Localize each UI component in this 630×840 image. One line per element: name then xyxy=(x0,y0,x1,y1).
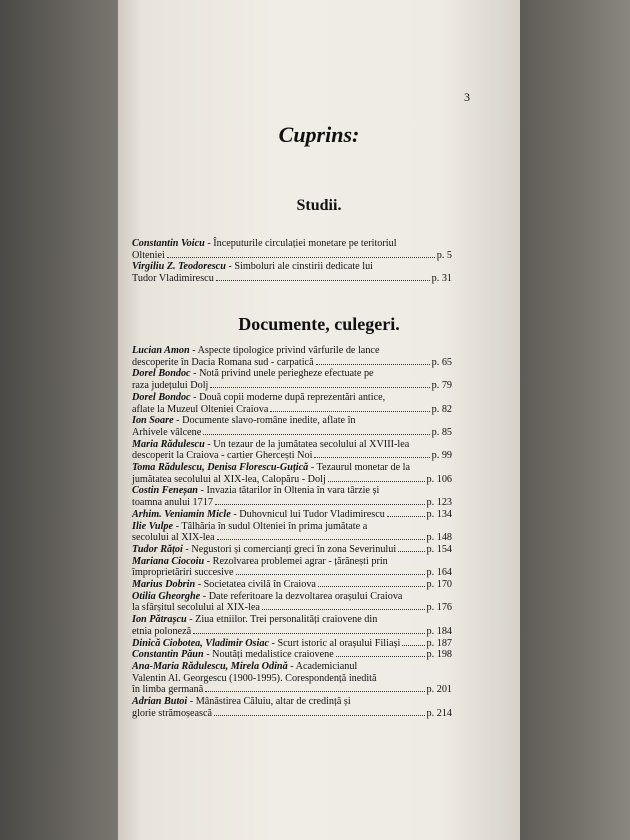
toc-entry-line xyxy=(132,556,452,568)
toc-entry xyxy=(132,345,452,368)
page-number: 3 xyxy=(464,90,470,104)
dot-leader xyxy=(262,609,425,610)
toc-entry-line xyxy=(132,649,452,661)
toc-page: p. 85 xyxy=(431,426,452,438)
toc-page: p. 134 xyxy=(426,508,452,520)
toc-entry-text xyxy=(132,261,373,272)
toc-title-text: - Invazia tătarilor în Oltenia în vara târzie și xyxy=(200,485,380,497)
toc-page: p. 170 xyxy=(426,579,452,591)
toc-entry xyxy=(132,509,452,521)
dot-leader xyxy=(214,715,424,716)
toc-entry-text xyxy=(132,521,367,532)
toc-author: Adrian Butoi xyxy=(132,696,188,708)
toc-title-text: - Duhovnicul lui Tudor Vladimirescu xyxy=(233,508,385,520)
toc-entry xyxy=(132,392,452,415)
toc-entry-line xyxy=(132,614,452,626)
toc-entry-line xyxy=(132,532,452,544)
dot-leader xyxy=(215,504,425,505)
dot-leader xyxy=(398,551,424,552)
toc-entry-line xyxy=(132,415,452,427)
toc-page: p. 201 xyxy=(426,684,452,696)
dot-leader xyxy=(318,586,425,587)
toc-entry-line xyxy=(132,638,452,650)
toc-title-text: - Un tezaur de la jumătatea secolului al XVIII-lea xyxy=(207,438,410,450)
toc-entry xyxy=(132,415,452,438)
toc-title-text: - Documente slavo-române inedite, aflate în xyxy=(176,415,356,427)
toc-entry-line xyxy=(132,368,452,380)
toc-entry-text xyxy=(132,684,203,696)
toc-entry-line xyxy=(132,357,452,369)
toc-entry-text xyxy=(132,556,388,567)
toc-entry-line xyxy=(132,602,452,614)
toc-author: Tudor Rățoi xyxy=(132,543,183,555)
toc-page: p. 31 xyxy=(431,273,452,285)
toc-author: Constantin Voicu xyxy=(132,238,205,249)
toc-entry-line xyxy=(132,579,452,591)
toc-entry-text xyxy=(132,544,396,556)
toc-title-text: - Academicianul xyxy=(290,660,358,672)
toc-entry-text xyxy=(132,532,215,544)
toc-entry xyxy=(132,638,452,650)
toc-author: Dorel Bondoc xyxy=(132,391,191,403)
toc-entry-line xyxy=(132,661,452,673)
toc-entry xyxy=(132,661,452,696)
toc-page: p. 65 xyxy=(431,356,452,368)
toc-title-text: - Aspecte tipologice privind vârfurile de lance xyxy=(192,345,380,356)
toc-title-text: - Notă privind unele periegheze efectuate pe xyxy=(193,368,374,380)
toc-page: p. 187 xyxy=(426,637,452,649)
toc-entry-line xyxy=(132,708,452,720)
toc-title-text: la sfârșitul secolului al XIX-lea xyxy=(132,602,260,614)
toc-entry xyxy=(132,521,452,544)
toc-title-text: descoperit la Craiova - cartier Ghercești Noi xyxy=(132,450,313,462)
toc-entry-line xyxy=(132,261,452,273)
background-left xyxy=(0,0,118,840)
toc-author: Dinică Ciobotea, Vladimir Osiac xyxy=(132,637,269,649)
toc-author: Lucian Amon xyxy=(132,345,190,356)
toc-entry-text xyxy=(132,708,212,720)
toc-entry-text xyxy=(132,509,385,521)
toc-author: Otilia Gheorghe xyxy=(132,590,201,602)
toc-entry-line xyxy=(132,567,452,579)
toc-entry xyxy=(132,485,452,508)
toc-entry-text xyxy=(132,673,377,684)
toc-title-text: - Două copii moderne după reprezentări antice, xyxy=(193,391,386,403)
toc-entry-text xyxy=(132,273,214,285)
section-heading-documente: Documente, culegeri. xyxy=(238,314,400,334)
dot-leader xyxy=(236,574,425,575)
toc-author: Dorel Bondoc xyxy=(132,368,191,380)
dot-leader xyxy=(316,364,430,365)
toc-title-text: glorie strămoșească xyxy=(132,707,213,719)
toc-entry xyxy=(132,591,452,614)
toc-entry-line xyxy=(132,250,452,262)
dot-leader xyxy=(216,280,430,281)
toc-entry xyxy=(132,368,452,391)
toc-page: p. 214 xyxy=(426,707,452,719)
toc-page: p. 79 xyxy=(431,380,452,392)
toc-entry-line xyxy=(132,544,452,556)
toc-entry-line xyxy=(132,497,452,509)
toc-entry xyxy=(132,439,452,462)
dot-leader xyxy=(328,481,425,482)
toc-entry-line xyxy=(132,450,452,462)
toc-entry-text xyxy=(132,661,357,672)
toc-page: p. 5 xyxy=(436,249,452,261)
toc-page: p. 184 xyxy=(426,625,452,637)
dot-leader xyxy=(210,387,429,388)
toc-entry xyxy=(132,261,452,284)
toc-entry-text xyxy=(132,404,268,416)
toc-entry-line xyxy=(132,273,452,285)
toc-page: p. 82 xyxy=(431,403,452,415)
dot-leader xyxy=(387,516,425,517)
background-right xyxy=(520,0,630,840)
toc-entry-text xyxy=(132,250,165,262)
dot-leader xyxy=(205,691,424,692)
toc-entry xyxy=(132,462,452,485)
toc-page: p. 99 xyxy=(431,450,452,462)
dot-leader xyxy=(314,457,429,458)
toc-entry xyxy=(132,238,452,261)
dot-leader xyxy=(217,539,425,540)
toc-title-text: - Negustori și comercianți greci în zona Severinului xyxy=(185,543,397,555)
toc-entry-text xyxy=(132,238,397,249)
toc-author: Ilie Vulpe xyxy=(132,520,174,532)
dot-leader xyxy=(270,411,429,412)
toc-entry-text xyxy=(132,485,379,496)
toc-title-text: Tudor Vladimirescu xyxy=(132,273,214,285)
toc-page: p. 198 xyxy=(426,649,452,661)
toc-page: p. 148 xyxy=(426,532,452,544)
toc-entry-text xyxy=(132,591,402,602)
toc-entry-text xyxy=(132,415,356,426)
toc-entry xyxy=(132,649,452,661)
toc-title-text: - Date referitoare la dezvoltarea orașului Craiova xyxy=(202,590,403,602)
toc-entry-line xyxy=(132,521,452,533)
toc-author: Costin Feneșan xyxy=(132,485,198,497)
toc-entry-text xyxy=(132,462,410,473)
toc-title-text: jumătatea secolului al XIX-lea, Calopăru - Dolj xyxy=(132,473,326,485)
toc-title-text: - Rezolvarea problemei agrar - țărănești prin xyxy=(206,555,388,567)
toc-entry-line xyxy=(132,509,452,521)
dot-leader xyxy=(203,434,429,435)
toc-author: Ion Soare xyxy=(132,415,174,427)
toc-entry-text xyxy=(132,368,374,379)
toc-entry xyxy=(132,614,452,637)
toc-entry-text xyxy=(132,602,260,614)
toc-title-text: - Ziua etniilor. Trei personalități craiovene din xyxy=(189,614,378,626)
toc-entry-line xyxy=(132,626,452,638)
toc-entry xyxy=(132,579,452,591)
section-heading-studii: Studii. xyxy=(296,197,342,214)
toc-entry xyxy=(132,556,452,579)
toc-entry-line xyxy=(132,684,452,696)
dot-leader xyxy=(193,633,424,634)
toc-title-text: - Noutăți medalistice craiovene xyxy=(206,649,334,661)
toc-entry-line xyxy=(132,462,452,474)
toc-entry-text xyxy=(132,392,385,403)
toc-page: p. 123 xyxy=(426,497,452,509)
toc-title-text: - Tezaurul monetar de la xyxy=(310,462,411,474)
toc-page: p. 176 xyxy=(426,602,452,614)
toc-title-text: - Societatea civilă în Craiova xyxy=(197,579,316,591)
book-page xyxy=(118,0,520,840)
toc-title-text: - Tâlhăria în sudul Olteniei în prima jumătate a xyxy=(175,520,368,532)
toc-title-text: Valentin Al. Georgescu (1900-1995). Corespondență inedită xyxy=(132,672,377,684)
toc-author: Toma Rădulescu, Denisa Florescu-Guțică xyxy=(132,462,309,474)
dot-leader xyxy=(167,257,435,258)
dot-leader xyxy=(336,656,425,657)
toc-entry-line xyxy=(132,474,452,486)
toc-author: Marius Dobrin xyxy=(132,579,196,591)
toc-entry-text xyxy=(132,579,316,591)
toc-entry-text xyxy=(132,427,201,439)
toc-entry-line xyxy=(132,404,452,416)
toc-entry-text xyxy=(132,649,334,661)
toc-author: Mariana Ciocoiu xyxy=(132,555,205,567)
toc-entry xyxy=(132,544,452,556)
toc-entry-line xyxy=(132,380,452,392)
toc-author: Ion Pătrașcu xyxy=(132,614,187,626)
toc-title-text: - Simboluri ale cinstirii dedicate lui xyxy=(228,261,373,273)
toc-title-text: secolului al XIX-lea xyxy=(132,532,215,544)
toc-entry-text xyxy=(132,380,208,392)
toc-author: Arhim. Veniamin Micle xyxy=(132,508,231,520)
toc-title-text: - Mânăstirea Căluiu, altar de credință și xyxy=(189,696,351,708)
toc-author: Maria Rădulescu xyxy=(132,438,205,450)
toc-author: Constantin Păun xyxy=(132,649,204,661)
page-title: Cuprins: xyxy=(278,122,360,147)
toc-title-text: Olteniei xyxy=(132,249,165,261)
toc-entry-line xyxy=(132,345,452,357)
toc-title-text: aflate la Muzeul Olteniei Craiova xyxy=(132,403,269,415)
toc-author: Virgiliu Z. Teodorescu xyxy=(132,261,226,273)
toc-title-text: - Începuturile circulației monetare pe teritoriul xyxy=(207,238,397,249)
toc-title-text: raza județului Dolj xyxy=(132,380,209,392)
toc-page: p. 106 xyxy=(426,473,452,485)
toc-entry-line xyxy=(132,439,452,451)
toc-entry-text xyxy=(132,567,234,579)
toc-title-text: - Scurt istoric al orașului Filiași xyxy=(271,637,401,649)
toc-entry-line xyxy=(132,238,452,250)
toc-entry-text xyxy=(132,614,377,625)
toc-entry-text xyxy=(132,638,400,650)
toc-title-text: etnia poloneză xyxy=(132,625,192,637)
toc-entry-line xyxy=(132,485,452,497)
toc-entry-text xyxy=(132,439,409,450)
toc-entry-text xyxy=(132,497,213,509)
toc-title-text: Arhivele vâlcene xyxy=(132,426,202,438)
toc-list-studii xyxy=(132,238,452,285)
toc-entry-line xyxy=(132,392,452,404)
toc-entry-line xyxy=(132,427,452,439)
toc-title-text: descoperite în Dacia Romana sud - carpatică xyxy=(132,356,314,368)
toc-list-documente xyxy=(132,345,452,720)
toc-entry-line xyxy=(132,696,452,708)
toc-entry-text xyxy=(132,357,314,369)
toc-entry-text xyxy=(132,345,379,356)
toc-entry-text xyxy=(132,696,351,707)
toc-entry-line xyxy=(132,591,452,603)
toc-entry-text xyxy=(132,626,191,638)
toc-title-text: împroprietăriri succesive xyxy=(132,567,234,579)
toc-entry xyxy=(132,696,452,719)
toc-entry-line xyxy=(132,673,452,685)
toc-author: Ana-Maria Rădulescu, Mirela Odină xyxy=(132,660,288,672)
dot-leader xyxy=(402,645,424,646)
toc-page: p. 154 xyxy=(426,543,452,555)
toc-page: p. 164 xyxy=(426,567,452,579)
toc-title-text: în limba germană xyxy=(132,684,204,696)
toc-entry-text xyxy=(132,450,312,462)
toc-title-text: toamna anului 1717 xyxy=(132,497,213,509)
toc-entry-text xyxy=(132,474,326,486)
